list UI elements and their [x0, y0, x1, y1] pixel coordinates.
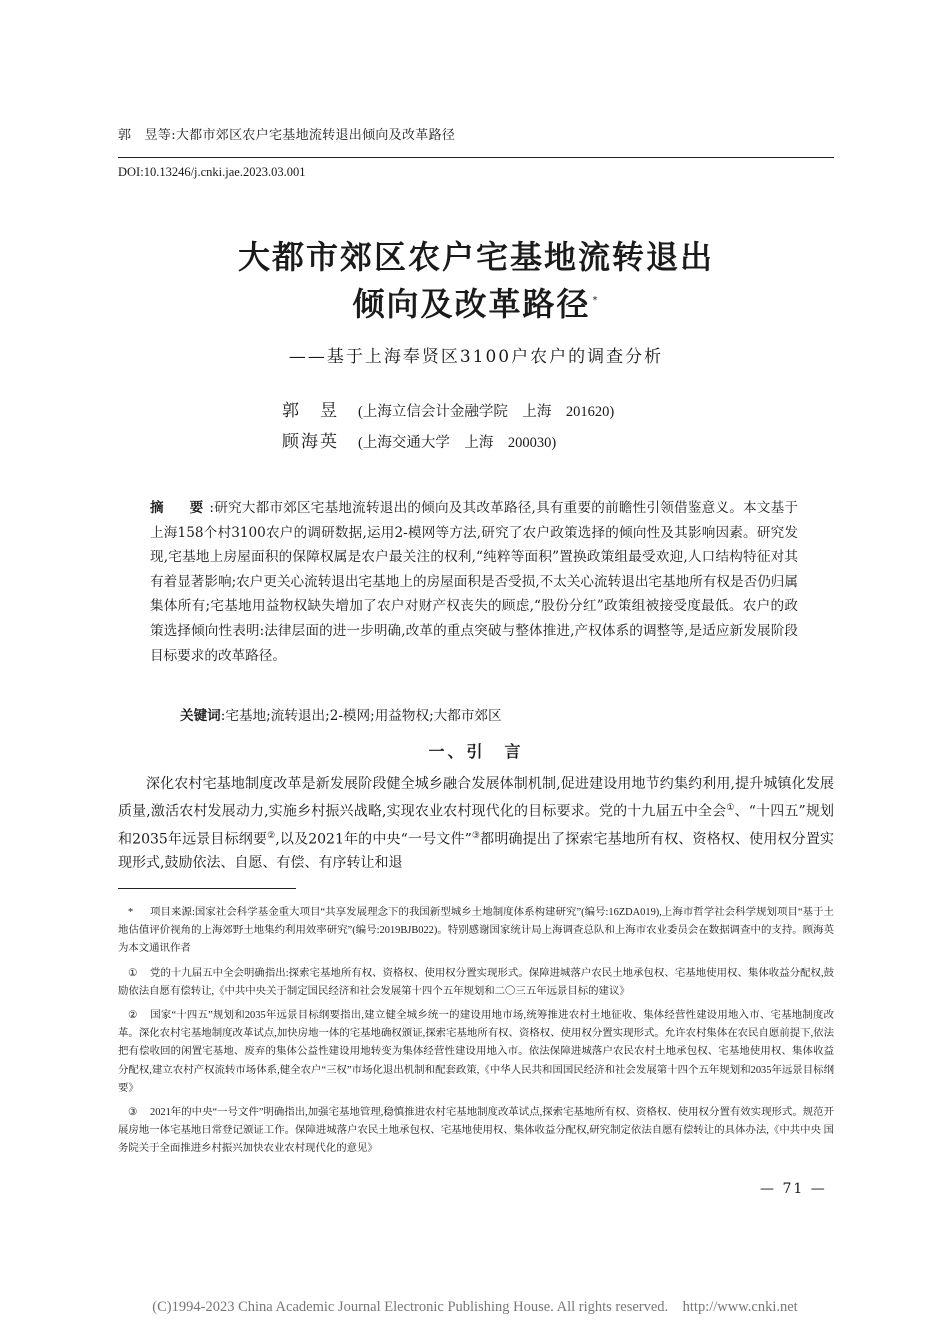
- section-heading: 一、引 言: [428, 742, 524, 761]
- footnote: [118, 1007, 834, 1098]
- author-affiliation: (上海立信会计金融学院 上海 201620): [358, 404, 615, 420]
- body-text-segment: ,以及2021年的中央“一号文件”: [275, 831, 472, 848]
- footnote-mark: *: [128, 907, 134, 918]
- body-text-segment: 、“十四五”规划和2035年远景目标纲要: [118, 803, 834, 848]
- copyright-notice: (C)1994-2023 China Academic Journal Electronic Publishing House. All rights reserved. http://www.cnki.net: [152, 1299, 798, 1315]
- footnote-mark: ①: [128, 967, 138, 979]
- body-text-segment: 都明确提出了探索宅基地所有权、资格权、使用权分置实现形式,鼓励依法、自愿、有偿、有序转让和退: [118, 831, 834, 872]
- doi: DOI:10.13246/j.cnki.jae.2023.03.001: [118, 165, 306, 179]
- title-line-1: 大都市郊区农户宅基地流转退出: [237, 238, 714, 276]
- abstract: 摘 要:研究大都市郊区宅基地流转退出的倾向及其改革路径,具有重要的前瞻性引领借鉴意义。本文基于上海158个村3100农户的调研数据,运用2-模网等方法,研究了农户政策选择的倾向性及其影响因素。研究发现,宅基地上房屋面积的保障权属是农户最关注的权利,“纯粹等面积”置换政策组最受欢迎,人口结构特征对其有着显著影响;农户更关心流转退出宅基地上的房屋面积是否受损,不太关心流转退出宅基地所有权是否仍归属集体所有;宅基地用益物权缺失增加了农户对财产权丧失的顾虑,“股份分红”政策组被接受度最低。农户的政策选择倾向性表明:法律层面的进一步明确,改革的重点突破与整体推进,产权体系的调整等,是适应新发展阶段目标要求的改革路径。: [150, 500, 799, 664]
- footnote-mark: ③: [128, 1107, 138, 1119]
- footnote: [118, 904, 834, 959]
- subtitle: ——基于上海奉贤区3100户农户的调查分析: [288, 347, 664, 367]
- footnote-text: 国家“十四五”规划和2035年远景目标纲要指出,建立健全城乡统一的建设用地市场,统筹推进农村土地征收、集体经营性建设用地入市、宅基地制度改革。深化农村宅基地制度改革试点,加快房地一体的宅基地确权颁证,探索宅基地所有权、资格权、使用权分置实现形式。允许农村集体在农民自愿前提下,依法把有偿收回的闲置宅基地、废弃的集体公益性建设用地转变为集体经营性建设用地入市。依法保障进城落户农民农村土地承包权、宅基地使用权、集体收益分配权,建立农村产权流转市场体系,健全农户“三权”市场化退出机制和配套政策,《中华人民共和国国民经济和社会发展第十四个五年规划和2035年远景目标纲要》: [118, 1010, 834, 1094]
- footnote-ref-3[interactable]: ③: [471, 830, 481, 841]
- footnote-ref-1[interactable]: ①: [726, 803, 735, 813]
- page-number: — 71 —: [760, 1181, 827, 1197]
- body-text-segment: 深化农村宅基地制度改革是新发展阶段健全城乡融合发展体制机制,促进建设用地节约集约利用,提升城镇化发展质量,激活农村发展动力,实施乡村振兴战略,实现农业农村现代化的目标要求。党的十九届五中全会: [118, 776, 834, 820]
- footnote-rule: [118, 888, 296, 889]
- author-row: [282, 396, 614, 421]
- header-rule: [118, 157, 834, 158]
- footnote-ref-2[interactable]: ②: [267, 830, 276, 841]
- footnotes: [118, 904, 834, 1165]
- footnote-mark: ②: [128, 1010, 138, 1022]
- author-row: [282, 427, 556, 452]
- footnote-text: 项目来源:国家社会科学基金重大项目“共享发展理念下的我国新型城乡土地制度体系构建研究”(编号:16ZDA019),上海市哲学社会科学规划项目“基于土地估值评价视角的上海郊野土地集约利用效率研究”(编号:2019BJB022)。特别感谢国家统计局上海调查总队和上海市农业委员会在数据调查中的支持。顾海英为本文通讯作者: [118, 907, 834, 955]
- footnote: [118, 965, 834, 1001]
- title-line-2-text: 倾向及改革路径: [352, 285, 591, 323]
- keywords: 关键词:宅基地;流转退出;2-模网;用益物权;大都市郊区: [180, 708, 502, 724]
- author-name: 郭 昱: [282, 401, 339, 421]
- abstract-text: 研究大都市郊区宅基地流转退出的倾向及其改革路径,具有重要的前瞻性引领借鉴意义。本文基于上海158个村3100农户的调研数据,运用2-模网等方法,研究了农户政策选择的倾向性及其影响因素。研究发现,宅基地上房屋面积的保障权属是农户最关注的权利,“纯粹等面积”置换政策组最受欢迎,人口结构特征对其有着显著影响;农户更关心流转退出宅基地上的房屋面积是否受损,不太关心流转退出宅基地所有权是否仍归属集体所有;宅基地用益物权缺失增加了农户对财产权丧失的顾虑,“股份分红”政策组被接受度最低。农户的政策选择倾向性表明:法律层面的进一步明确,改革的重点突破与整体推进,产权体系的调整等,是适应新发展阶段目标要求的改革路径。: [150, 500, 799, 664]
- author-affiliation: (上海交通大学 上海 200030): [358, 435, 557, 451]
- abstract-label: 摘 要: [150, 500, 210, 516]
- keywords-label: 关键词: [180, 708, 221, 724]
- body-paragraph: [118, 772, 834, 875]
- footnote: [118, 1104, 834, 1159]
- title-note-mark: *: [592, 295, 600, 307]
- title-line-2: [118, 279, 834, 325]
- keywords-text: 宅基地;流转退出;2-模网;用益物权;大都市郊区: [225, 708, 502, 724]
- footnote-text: 党的十九届五中全会明确指出:探索宅基地所有权、资格权、使用权分置实现形式。保障进城落户农民土地承包权、宅基地使用权、集体收益分配权,鼓励依法自愿有偿转让,《中共中央关于制定国民经济和社会发展第十四个五年规划和二〇三五年远景目标的建议》: [118, 967, 834, 997]
- footnote-text: 2021年的中央“一号文件”明确指出,加强宅基地管理,稳慎推进农村宅基地制度改革试点,探索宅基地所有权、资格权、使用权分置有效实现形式。规范开展房地一体宅基地日常登记颁证工作。保障进城落户农民土地承包权、宅基地使用权、集体收益分配权,研究制定依法自愿有偿转让的具体办法,《中共中央 国务院关于全面推进乡村振兴加快农业农村现代化的意见》: [118, 1107, 834, 1155]
- running-head: 郭 昱等:大都市郊区农户宅基地流转退出倾向及改革路径: [118, 128, 456, 143]
- author-name: 顾海英: [282, 432, 339, 452]
